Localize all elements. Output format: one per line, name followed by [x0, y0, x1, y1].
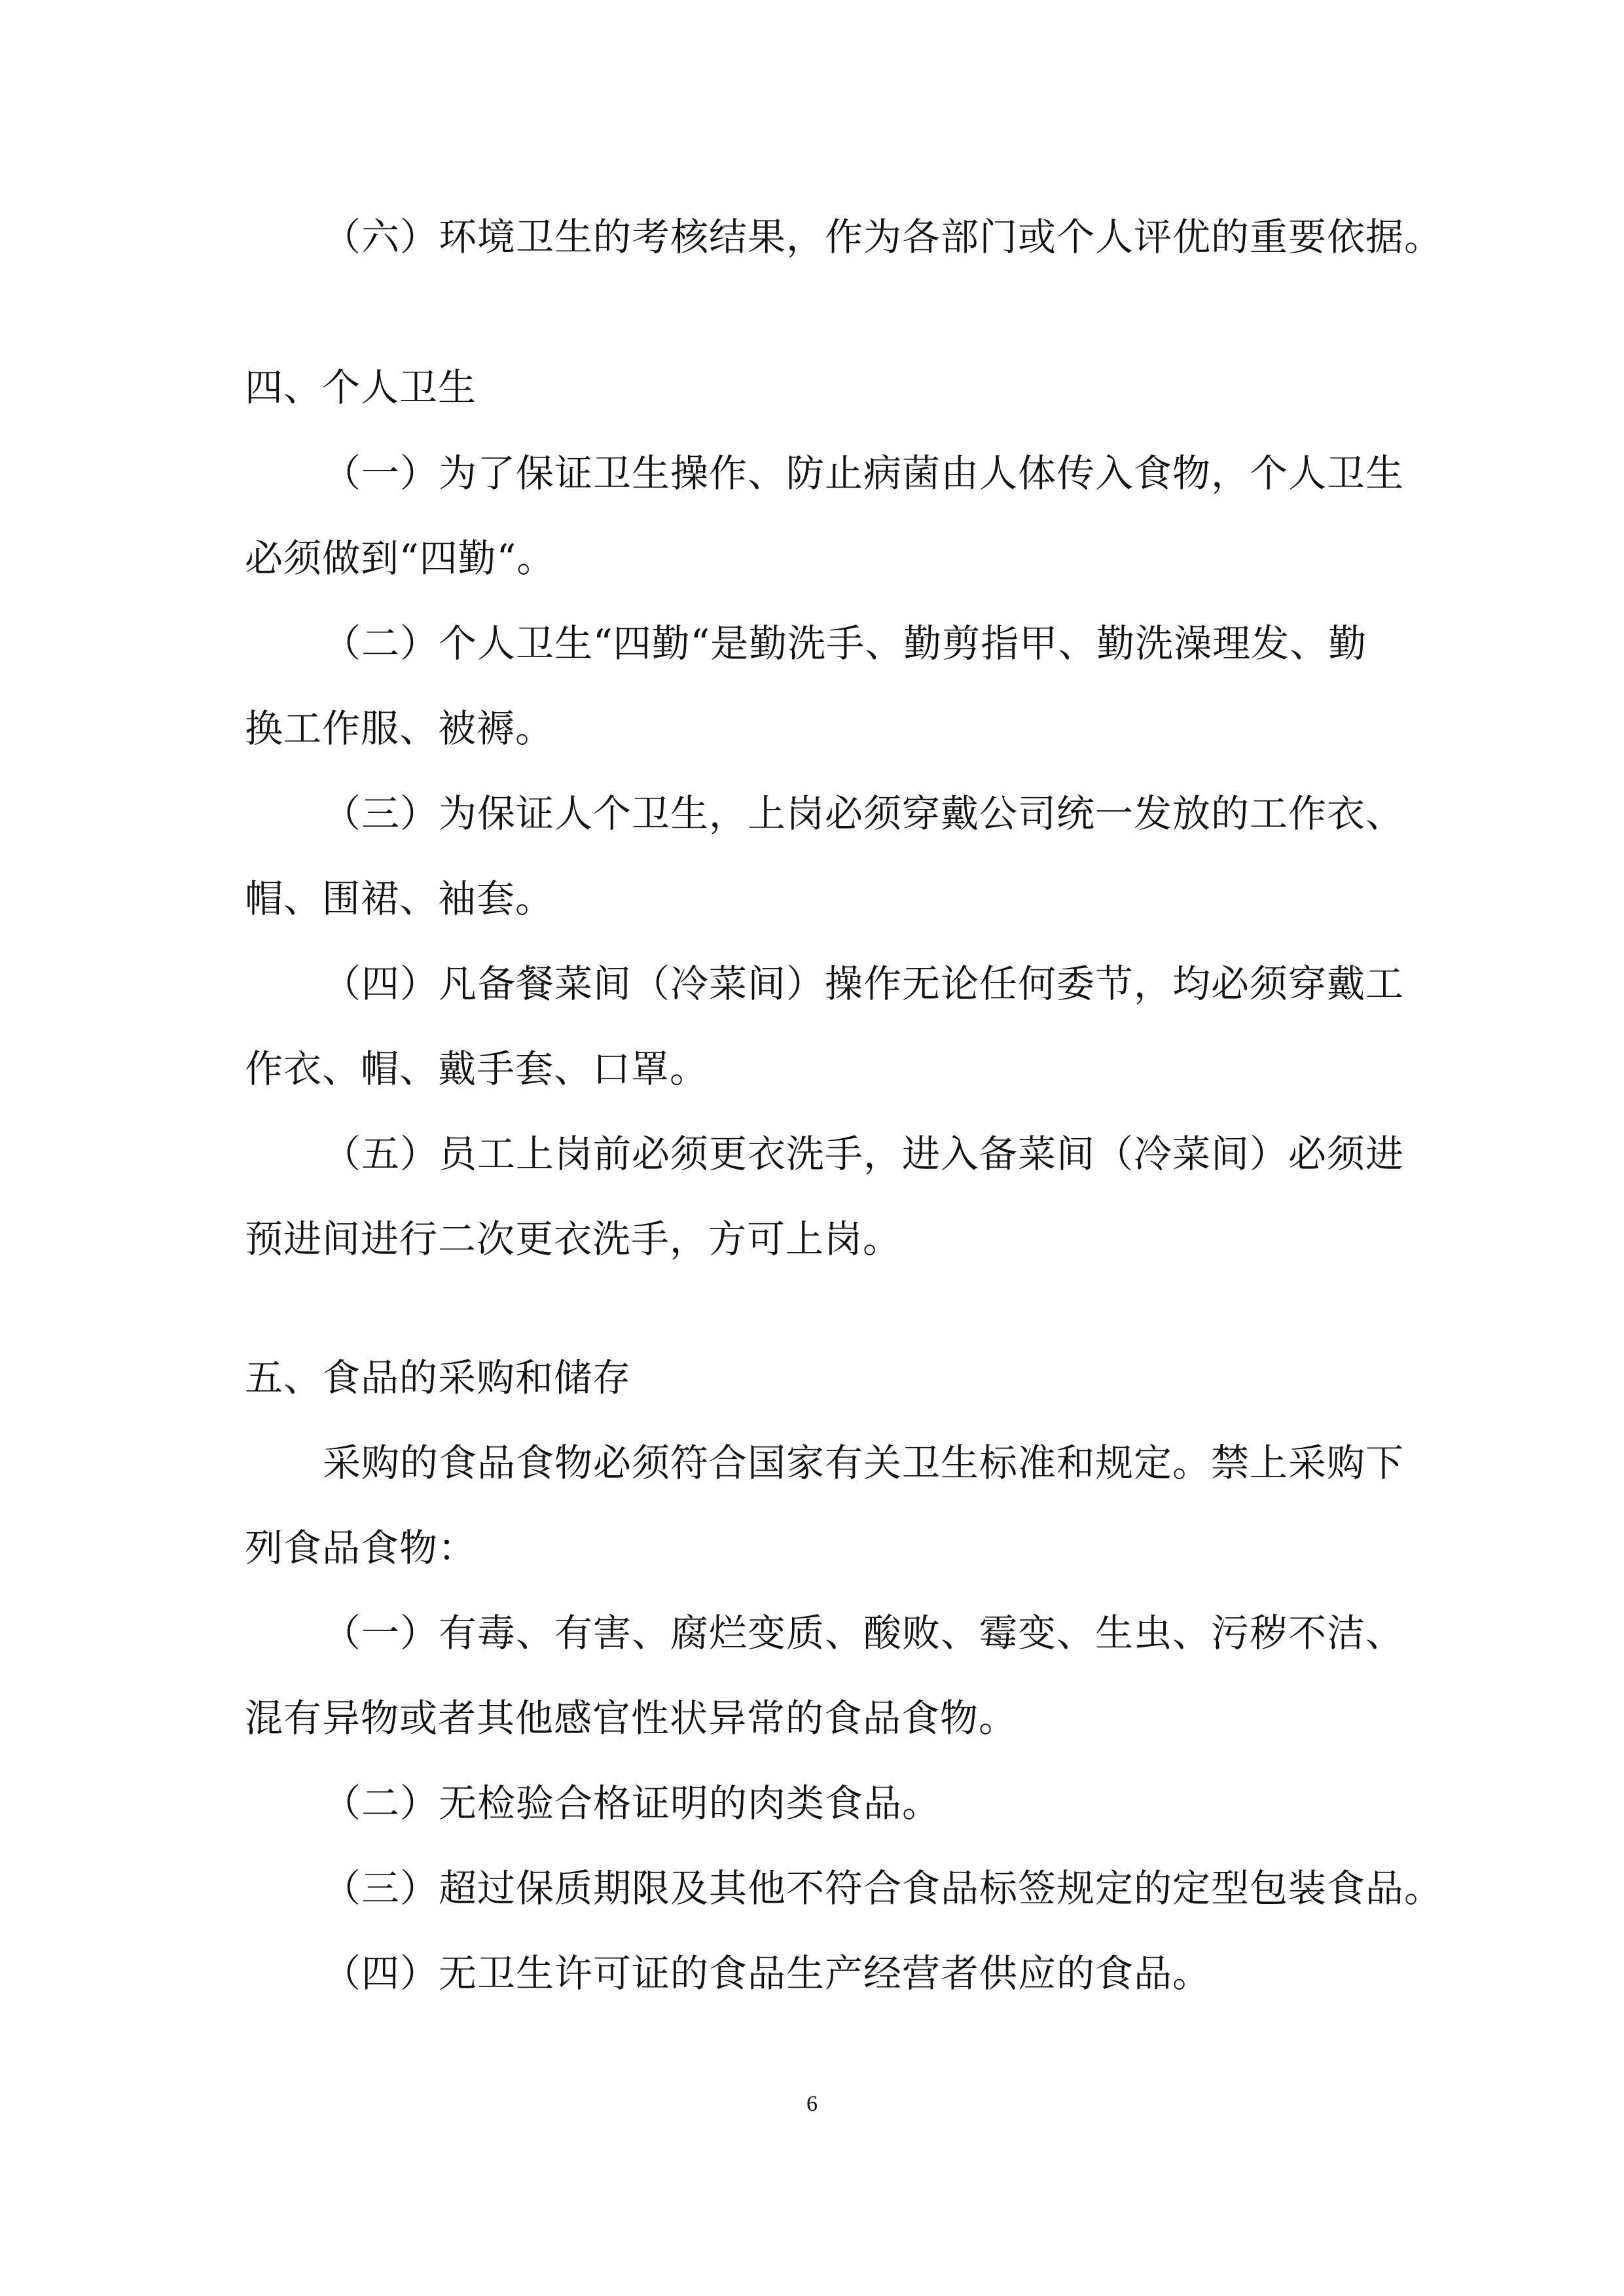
paragraph-line: （三）为保证人个卫生，上岗必须穿戴公司统一发放的工作衣、	[323, 791, 1405, 836]
paragraph-line: 帽、围裙、袖套。	[245, 876, 554, 921]
paragraph-line: （一）有毒、有害、腐烂变质、酸败、霉变、生虫、污秽不洁、	[323, 1611, 1405, 1655]
paragraph-line: （四）无卫生许可证的食品生产经营者供应的食品。	[323, 1951, 1212, 1996]
paragraph-line: 预进间进行二次更衣洗手，方可上岗。	[245, 1217, 902, 1261]
paragraph-line: 换工作服、被褥。	[245, 706, 554, 751]
paragraph-line: （二）个人卫生“四勤“是勤洗手、勤剪指甲、勤洗澡理发、勤	[323, 621, 1367, 666]
paragraph-line: （五）员工上岗前必须更衣洗手，进入备菜间（冷菜间）必须进	[323, 1132, 1405, 1176]
paragraph-line: 采购的食品食物必须符合国家有关卫生标准和规定。禁上采购下	[323, 1441, 1405, 1485]
section-heading: 五、食品的采购和储存	[245, 1355, 632, 1400]
paragraph-line: 混有异物或者其他感官性状异常的食品食物。	[245, 1696, 1018, 1740]
paragraph-line: （一）为了保证卫生操作、防止病菌由人体传入食物，个人卫生	[323, 451, 1405, 495]
page-number: 6	[806, 2092, 818, 2116]
paragraph-line: 作衣、帽、戴手套、口罩。	[245, 1047, 709, 1091]
paragraph-line: （六）环境卫生的考核结果，作为各部门或个人评优的重要依据。	[323, 215, 1443, 259]
paragraph-line: 必须做到“四勤“。	[245, 536, 556, 581]
paragraph-line: （三）超过保质期限及其他不符合食品标签规定的定型包装食品。	[323, 1866, 1443, 1910]
paragraph-line: （二）无检验合格证明的肉类食品。	[323, 1781, 941, 1825]
section-heading: 四、个人卫生	[245, 365, 477, 410]
paragraph-line: （四）凡备餐菜间（冷菜间）操作无论任何委节，均必须穿戴工	[323, 961, 1405, 1006]
paragraph-line: 列食品食物：	[245, 1526, 477, 1570]
